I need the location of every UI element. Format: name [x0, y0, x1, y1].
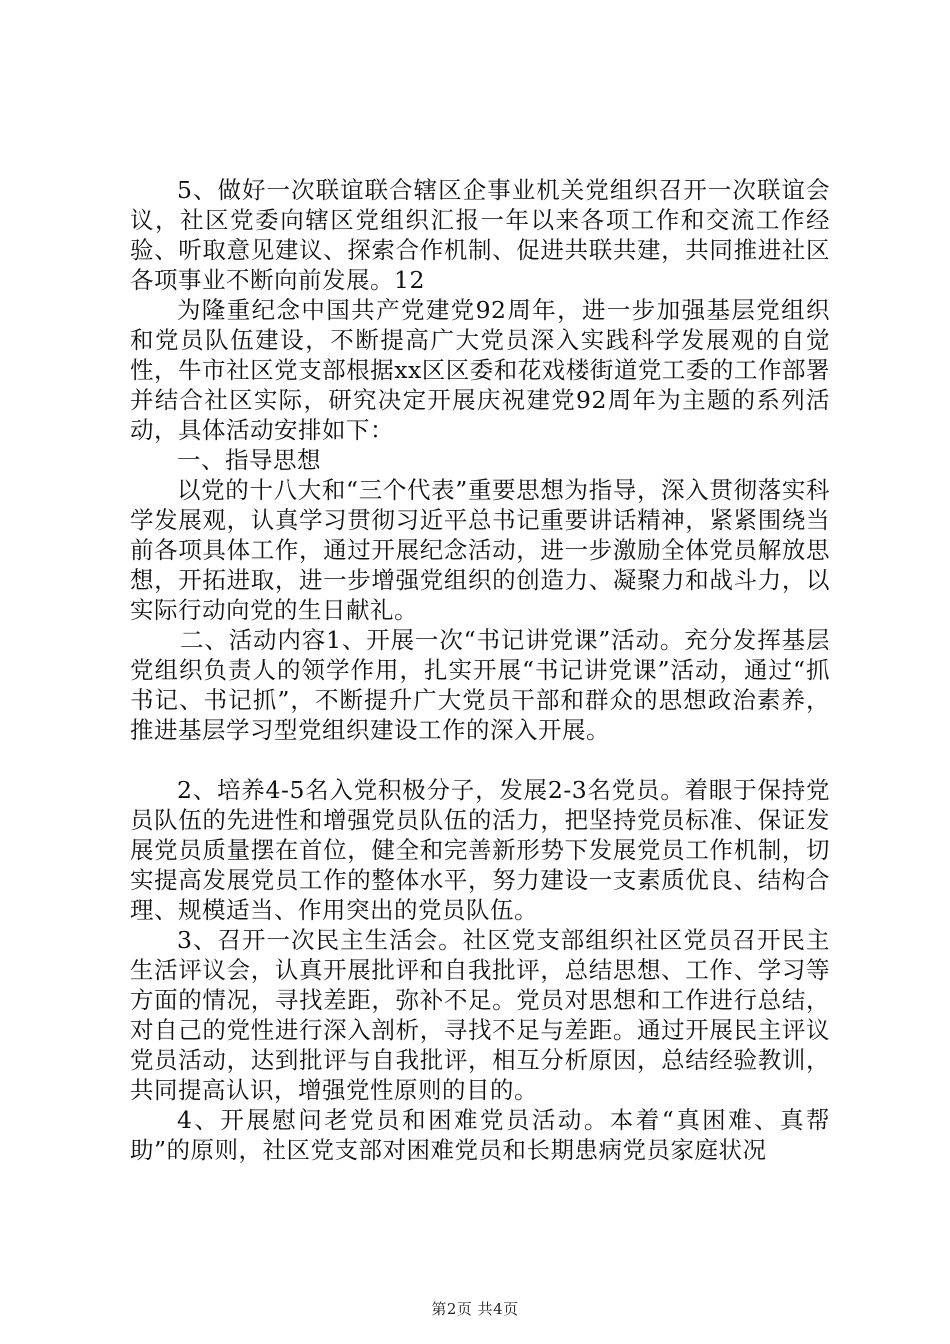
paragraph-activity-content: 二、活动内容1、开展一次“书记讲党课”活动。充分发挥基层党组织负责人的领学作用，扎实开展“书记讲党课”活动，通过“抓书记、书记抓”，不断提升广大党员干部和群众的思想政治素养，推进基层学习型党组织建设工作的深入开展。	[130, 626, 830, 744]
paragraph-item-5: 5、做好一次联谊联合辖区企事业机关党组织召开一次联谊会议，社区党委向辖区党组织汇报一年以来各项工作和交流工作经验、听取意见建议、探索合作机制、促进共联共建，共同推进社区各项事业不断向前发展。12	[130, 176, 830, 294]
section-heading-guiding-thought: 一、指导思想	[177, 446, 321, 474]
paragraph-spacer	[130, 745, 830, 775]
paragraph-item-3: 3、召开一次民主生活会。社区党支部组织社区党员召开民主生活评议会，认真开展批评和自我批评，总结思想、工作、学习等方面的情况，寻找差距，弥补不足。党员对思想和工作进行总结，对自己的党性进行深入剖析，寻找不足与差距。通过开展民主评议党员活动，达到批评与自我批评，相互分析原因，总结经验教训，共同提高认识，增强党性原则的目的。	[130, 926, 830, 1104]
paragraph-guiding-thought: 以党的十八大和“三个代表”重要思想为指导，深入贯彻落实科学发展观，认真学习贯彻习近平总书记重要讲话精神，紧紧围绕当前各项具体工作，通过开展纪念活动，进一步激励全体党员解放思想，开拓进取，进一步增强党组织的创造力、凝聚力和战斗力，以实际行动向党的生日献礼。	[130, 476, 830, 624]
page-number-footer: 第2页 共4页	[431, 1300, 519, 1318]
paragraph-item-4: 4、开展慰问老党员和困难党员活动。本着“真困难、真帮助”的原则，社区党支部对困难党员和长期患病党员家庭状况	[130, 1106, 830, 1164]
paragraph-intro: 为隆重纪念中国共产党建党92周年，进一步加强基层党组织和党员队伍建设，不断提高广大党员深入实践科学发展观的自觉性，牛市社区党支部根据xx区区委和花戏楼街道党工委的工作部署并结合社区实际，研究决定开展庆祝建党92周年为主题的系列活动，具体活动安排如下：	[130, 296, 830, 444]
document-body	[130, 175, 830, 1165]
paragraph-item-2: 2、培养4-5名入党积极分子，发展2-3名党员。着眼于保持党员队伍的先进性和增强党员队伍的活力，把坚持党员标准、保证发展党员质量摆在首位，健全和完善新形势下发展党员工作机制，切实提高发展党员工作的整体水平，努力建设一支素质优良、结构合理、规模适当、作用突出的党员队伍。	[130, 776, 830, 924]
